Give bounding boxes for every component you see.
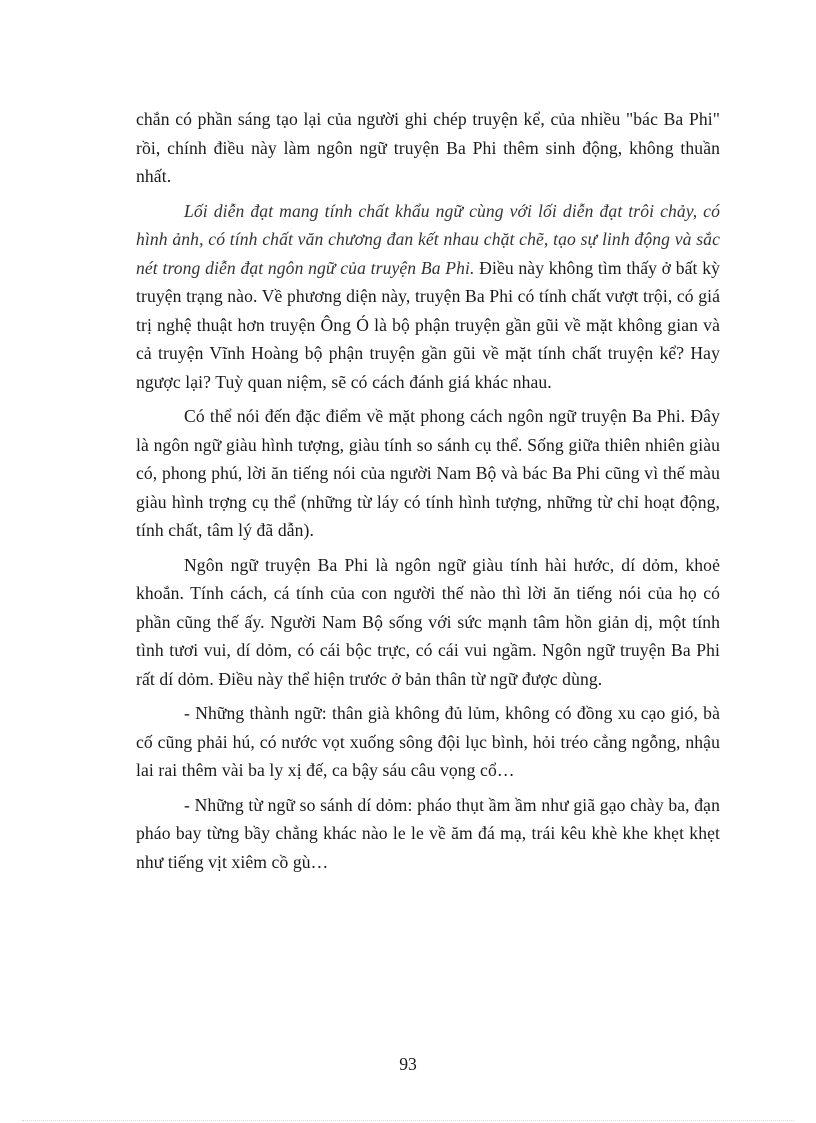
page-bottom-divider xyxy=(22,1120,794,1121)
paragraph-text: Có thể nói đến đặc điểm về mặt phong cách ngôn ngữ truyện Ba Phi. Đây là ngôn ngữ giàu hình tượng, giàu tính so sánh cụ thể. Sống giữa thiên nhiên giàu có, phong phú, lời ăn tiếng nói của người Nam Bộ và bác Ba Phi cũng vì thế màu giàu hình trợng cụ thể (những từ láy có tính hình tượng, những từ chỉ hoạt động, tính chất, tâm lý đã dẫn). xyxy=(136,406,720,540)
paragraph-text: chắn có phần sáng tạo lại của người ghi chép truyện kể, của nhiều "bác Ba Phi" rồi, chính điều này làm ngôn ngữ truyện Ba Phi thêm sinh động, không thuần nhất. xyxy=(136,109,720,186)
paragraph-continuation xyxy=(136,105,720,191)
paragraph-style-description xyxy=(136,197,720,397)
paragraph-text: Ngôn ngữ truyện Ba Phi là ngôn ngữ giàu tính hài hước, dí dỏm, khoẻ khoắn. Tính cách, cá tính của con người thế nào thì lời ăn tiếng nói của họ có phần cũng thế ấy. Người Nam Bộ sống với sức mạnh tâm hồn giản dị, một tính tình tươi vui, dí dỏm, có cái bộc trực, có cái vui ngầm. Ngôn ngữ truyện Ba Phi rất dí dỏm. Điều này thể hiện trước ở bản thân từ ngữ được dùng. xyxy=(136,554,720,689)
list-item-idioms xyxy=(136,699,720,785)
list-item-text: - Những từ ngữ so sánh dí dỏm: pháo thụt ầm ầm như giã gạo chày ba, đạn pháo bay từng bầy chẳng khác nào le le về ăm đá mạ, trái kêu khè khe khẹt khẹt như tiếng vịt xiêm cồ gù… xyxy=(136,794,720,872)
paragraph-humor xyxy=(136,551,720,694)
paragraph-language-style xyxy=(136,402,720,545)
list-item-text: - Những thành ngữ: thân già không đủ lủm, không có đồng xu cạo gió, bà cố cũng phải hú, có nước vọt xuống sông đội lục bình, hỏi tréo cẳng ngỗng, nhậu lai rai thêm vài ba ly xị đế, ca bậy sáu câu vọng cổ… xyxy=(136,703,720,780)
page-body xyxy=(136,105,720,876)
paragraph-text: Điều này không tìm thấy ở bất kỳ truyện trạng nào. Về phương diện này, truyện Ba Phi có tính chất vượt trội, có giá trị nghệ thuật hơn truyện Ông Ó là bộ phận truyện gần gũi về mặt không gian và cả truyện Vĩnh Hoàng bộ phận truyện gần gũi về mặt tính chất truyện kể? Hay ngược lại? Tuỳ quan niệm, sẽ có cách đánh giá khác nhau. xyxy=(136,257,720,392)
italic-emphasis: Lối diễn đạt mang tính chất khẩu ngữ cùng với lối diễn đạt trôi chảy, có hình ảnh, có tính chất văn chương đan kết nhau chặt chẽ, tạo sự linh động và sắc nét trong diễn đạt ngôn ngữ của truyện Ba Phi. xyxy=(136,200,720,278)
list-item-comparisons xyxy=(136,791,720,877)
page-number: 93 xyxy=(399,1054,417,1074)
